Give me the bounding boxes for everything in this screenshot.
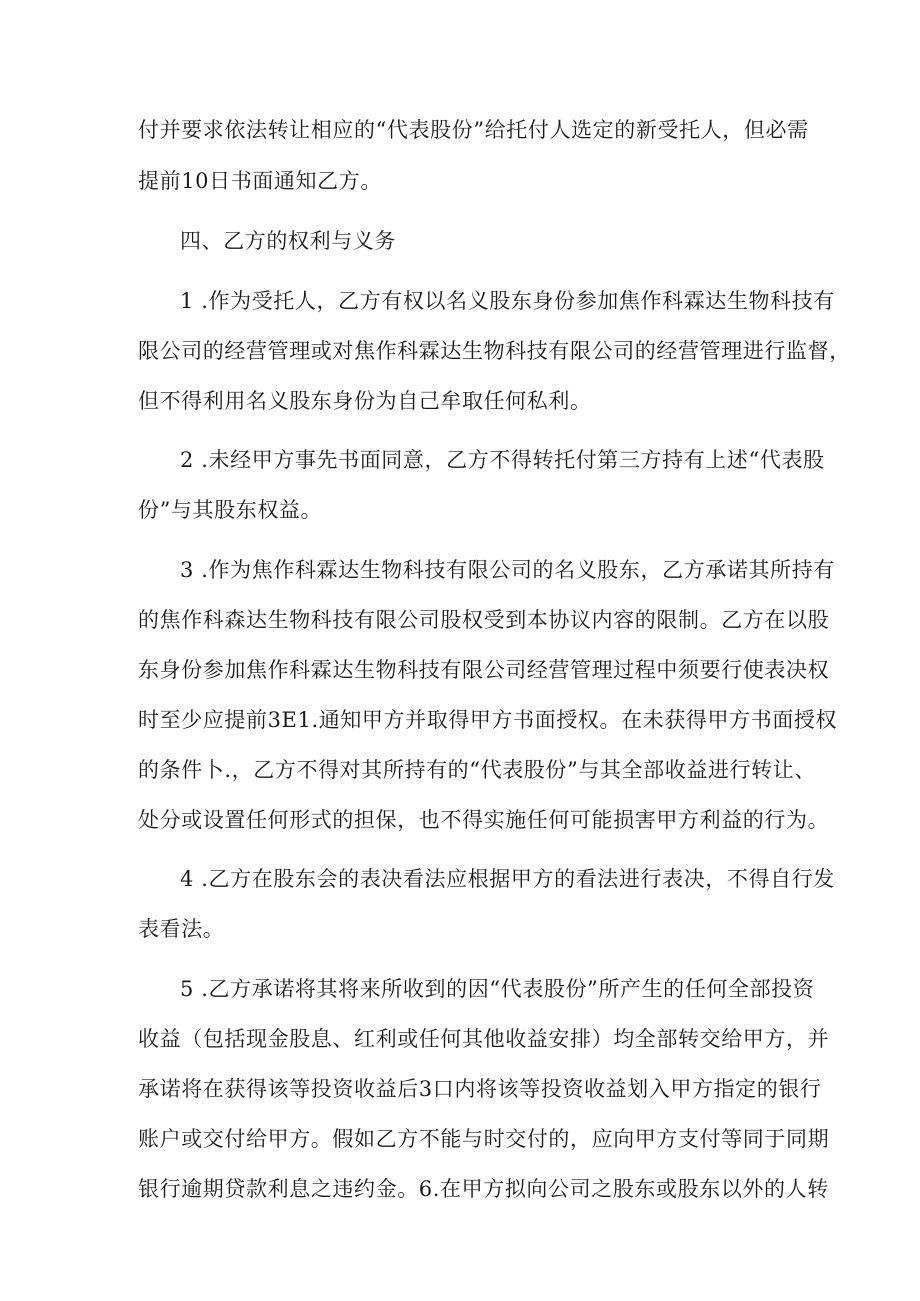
text-line: 处分或设置任何形式的担保，也不得实施任何可能损害甲方利益的行为。 xyxy=(138,808,830,832)
text-line: 银行逾期贷款利息之违约金。6.在甲方拟向公司之股东或股东以外的人转 xyxy=(138,1177,829,1201)
text-line: 4 .乙方在股东会的表决看法应根据甲方的看法进行表决，不得自行发 xyxy=(180,867,835,891)
text-line: 提前10日书面通知乙方。 xyxy=(138,169,382,193)
text-line: 的条件卜.，乙方不得对其所持有的“代表股份”与其全部收益进行转让、 xyxy=(138,758,816,782)
text-line: 5 .乙方承诺将其将来所收到的因“代表股份”所产生的任何全部投资 xyxy=(180,977,815,1001)
text-line: 限公司的经营管理或对焦作科霖达生物科技有限公司的经营管理进行监督， xyxy=(138,339,851,363)
section-heading: 四、乙方的权利与义务 xyxy=(180,229,396,253)
text-line: 表看法。 xyxy=(138,917,225,941)
text-line: 账户或交付给甲方。假如乙方不能与时交付的，应向甲方支付等同于同期 xyxy=(138,1127,830,1151)
text-line: 时至少应提前3E1.通知甲方并取得甲方书面授权。在未获得甲方书面授权 xyxy=(138,708,838,732)
text-line: 收益（包括现金股息、红利或任何其他收益安排）均全部转交给甲方，并 xyxy=(138,1027,830,1051)
text-line: 份”与其股东权益。 xyxy=(138,498,323,522)
text-line: 3 .作为焦作科霖达生物科技有限公司的名义股东，乙方承诺其所持有 xyxy=(180,558,835,582)
text-line: 付并要求依法转让相应的“代表股份”给托付人选定的新受托人，但必需 xyxy=(138,118,809,142)
text-line: 东身份参加焦作科霖达生物科技有限公司经营管理过程中须要行使表决权 xyxy=(138,658,830,682)
text-line: 承诺将在获得该等投资收益后3口内将该等投资收益划入甲方指定的银行 xyxy=(138,1077,822,1101)
text-line: 2 .未经甲方事先书面同意，乙方不得转托付第三方持有上述“代表股 xyxy=(180,448,825,472)
text-line: 1 .作为受托人，乙方有权以名义股东身份参加焦作科霖达生物科技有 xyxy=(180,289,835,313)
text-line: 的焦作科森达生物科技有限公司股权受到本协议内容的限制。乙方在以股 xyxy=(138,608,830,632)
text-line: 但不得利用名义股东身份为自己牟取任何私利。 xyxy=(138,389,592,413)
